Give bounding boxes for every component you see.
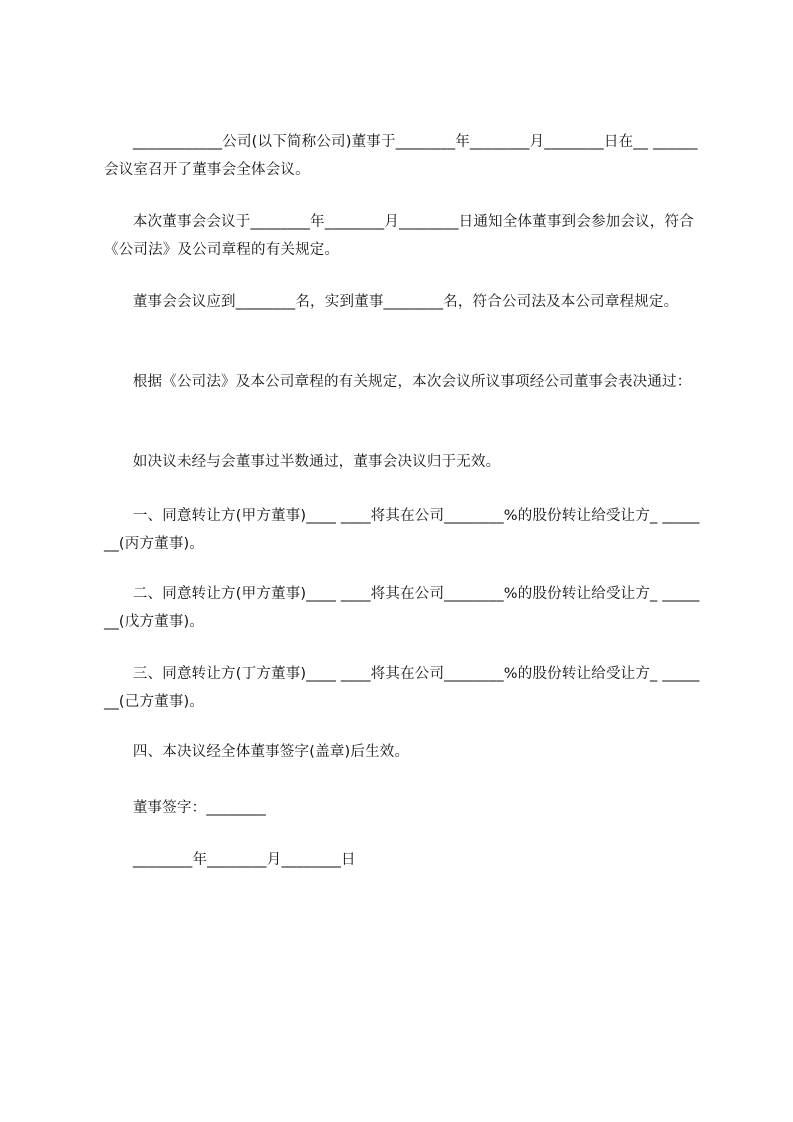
paragraph-notification: 本次董事会会议于________年________月________日通知全体董事到会参加会议，符合《公司法》及公司章程的有关规定。: [104, 214, 694, 258]
director-signature-line: 董事签字：________: [104, 800, 266, 816]
resolution-item-4: 四、本决议经全体董事签字(盖章)后生效。: [104, 744, 410, 760]
resolution-item-3: 三、同意转让方(丁方董事)____ ____将其在公司________%的股份转让给受让方_ _______(己方董事)。: [104, 666, 700, 710]
paragraph-invalidity: 如决议未经与会董事过半数通过，董事会决议归于无效。: [104, 454, 501, 470]
resolution-item-1: 一、同意转让方(甲方董事)____ ____将其在公司________%的股份转让给受让方_ _______(丙方董事)。: [104, 508, 700, 552]
resolution-item-2: 二、同意转让方(甲方董事)____ ____将其在公司________%的股份转让给受让方_ _______(戊方董事)。: [104, 586, 700, 630]
date-line: ________年________月________日: [104, 852, 356, 868]
paragraph-meeting-notice: ____________公司(以下简称公司)董事于________年________月________日在__ ______会议室召开了董事会全体会议。: [104, 134, 698, 178]
paragraph-basis: 根据《公司法》及本公司章程的有关规定，本次会议所议事项经公司董事会表决通过：: [104, 374, 692, 390]
paragraph-attendance: 董事会会议应到________名，实到董事________名，符合公司法及本公司章程规定。: [104, 294, 679, 310]
